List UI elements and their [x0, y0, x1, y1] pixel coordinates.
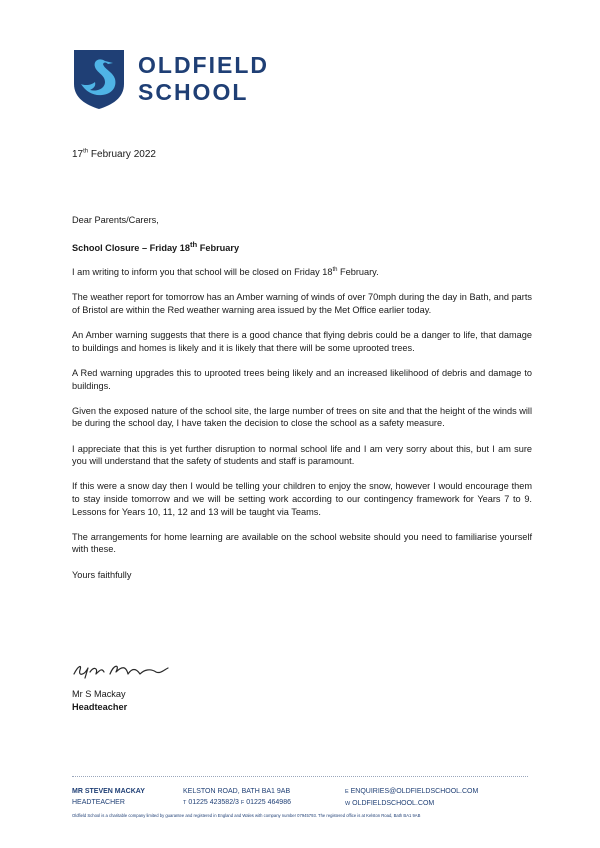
paragraph-8: The arrangements for home learning are available on the school website should you need to familiarise yourself with these.	[72, 531, 532, 555]
footer-web-line	[345, 798, 478, 810]
email-label: E	[345, 789, 349, 795]
subject-pre: School Closure – Friday 18	[72, 242, 190, 253]
salutation: Dear Parents/Carers,	[72, 215, 159, 225]
signer-name: Mr S Mackay	[72, 689, 126, 699]
footer-email[interactable]: ENQUIRIES@OLDFIELDSCHOOL.COM	[350, 788, 479, 795]
paragraph-1	[72, 266, 532, 279]
footer-headteacher	[72, 786, 145, 808]
web-label: W	[345, 801, 351, 807]
footer-fax: 01225 464986	[246, 799, 291, 806]
footer-legal-notice: Oldfield School is a charitable company limited by guarantee and registered in England and Wales with company number 07945793. The registered office is at Kelston Road, Bath BA1 9AB	[72, 813, 421, 818]
swan-shield-icon	[72, 48, 126, 110]
school-name	[138, 54, 269, 104]
footer-email-line	[345, 786, 478, 798]
handwritten-signature	[70, 656, 180, 682]
date-rest: February 2022	[88, 149, 156, 160]
letter-body	[72, 214, 532, 581]
footer-website[interactable]: OLDFIELDSCHOOL.COM	[352, 800, 435, 807]
date-day: 17	[72, 149, 84, 160]
paragraph-4: A Red warning upgrades this to uprooted trees being likely and an increased likelihood of debris and damage to buildings.	[72, 368, 532, 391]
paragraph-3: An Amber warning suggests that there is a good chance that flying debris could be a danger to life, that damage to buildings and homes is likely and it is likely that there will be some uprooted trees.	[72, 330, 532, 353]
letter-subject	[72, 239, 532, 255]
subject-post: February	[197, 242, 240, 253]
paragraph-2: The weather report for tomorrow has an Amber warning of winds of over 70mph during the day in Bath, and parts of Bristol are within the Red weather warning area issued by the Met Office earlier today.	[72, 292, 532, 316]
school-name-line2: SCHOOL	[138, 79, 249, 105]
paragraph-1-pre: I am writing to inform you that school will be closed on Friday 18	[72, 267, 333, 278]
subject-suffix: th	[189, 239, 198, 249]
letter-date	[72, 149, 156, 160]
signer-role: Headteacher	[72, 701, 128, 712]
signer-block	[72, 688, 127, 713]
signoff: Yours faithfully	[72, 569, 132, 580]
date-suffix: th	[83, 148, 89, 155]
paragraph-6: I appreciate that this is yet further disruption to normal school life and I am very sorry about this, but I am sure you will understand that the safety of students and staff is paramount.	[72, 443, 532, 467]
paragraph-5: Given the exposed nature of the school site, the large number of trees on site and that the height of the winds will be during the school day, I have taken the decision to close the school as a safety measure.	[72, 405, 532, 429]
paragraph-1-suffix: th	[332, 267, 338, 274]
footer-divider	[72, 776, 528, 777]
footer-head-name: MR STEVEN MACKAY	[72, 788, 145, 795]
footer-address-line: KELSTON ROAD, BATH BA1 9AB	[183, 788, 291, 795]
footer-head-title: HEADTEACHER	[72, 799, 125, 806]
paragraph-1-post: February.	[337, 267, 379, 278]
footer-tel: 01225 423582/3	[188, 799, 239, 806]
footer-address	[183, 786, 291, 809]
fax-label: F	[240, 800, 245, 806]
school-name-line1: OLDFIELD	[138, 52, 269, 78]
footer-phone-line	[183, 797, 291, 809]
paragraph-7: If this were a snow day then I would be telling your children to enjoy the snow, however I would encourage them to stay inside tomorrow and we will be setting work according to our contingency framework for Years 7 to 9. Lessons for Years 10, 11, 12 and 13 will be taught via Teams.	[72, 481, 532, 517]
school-logo	[72, 48, 269, 110]
footer-contact	[345, 786, 478, 810]
tel-label: T	[183, 800, 187, 806]
